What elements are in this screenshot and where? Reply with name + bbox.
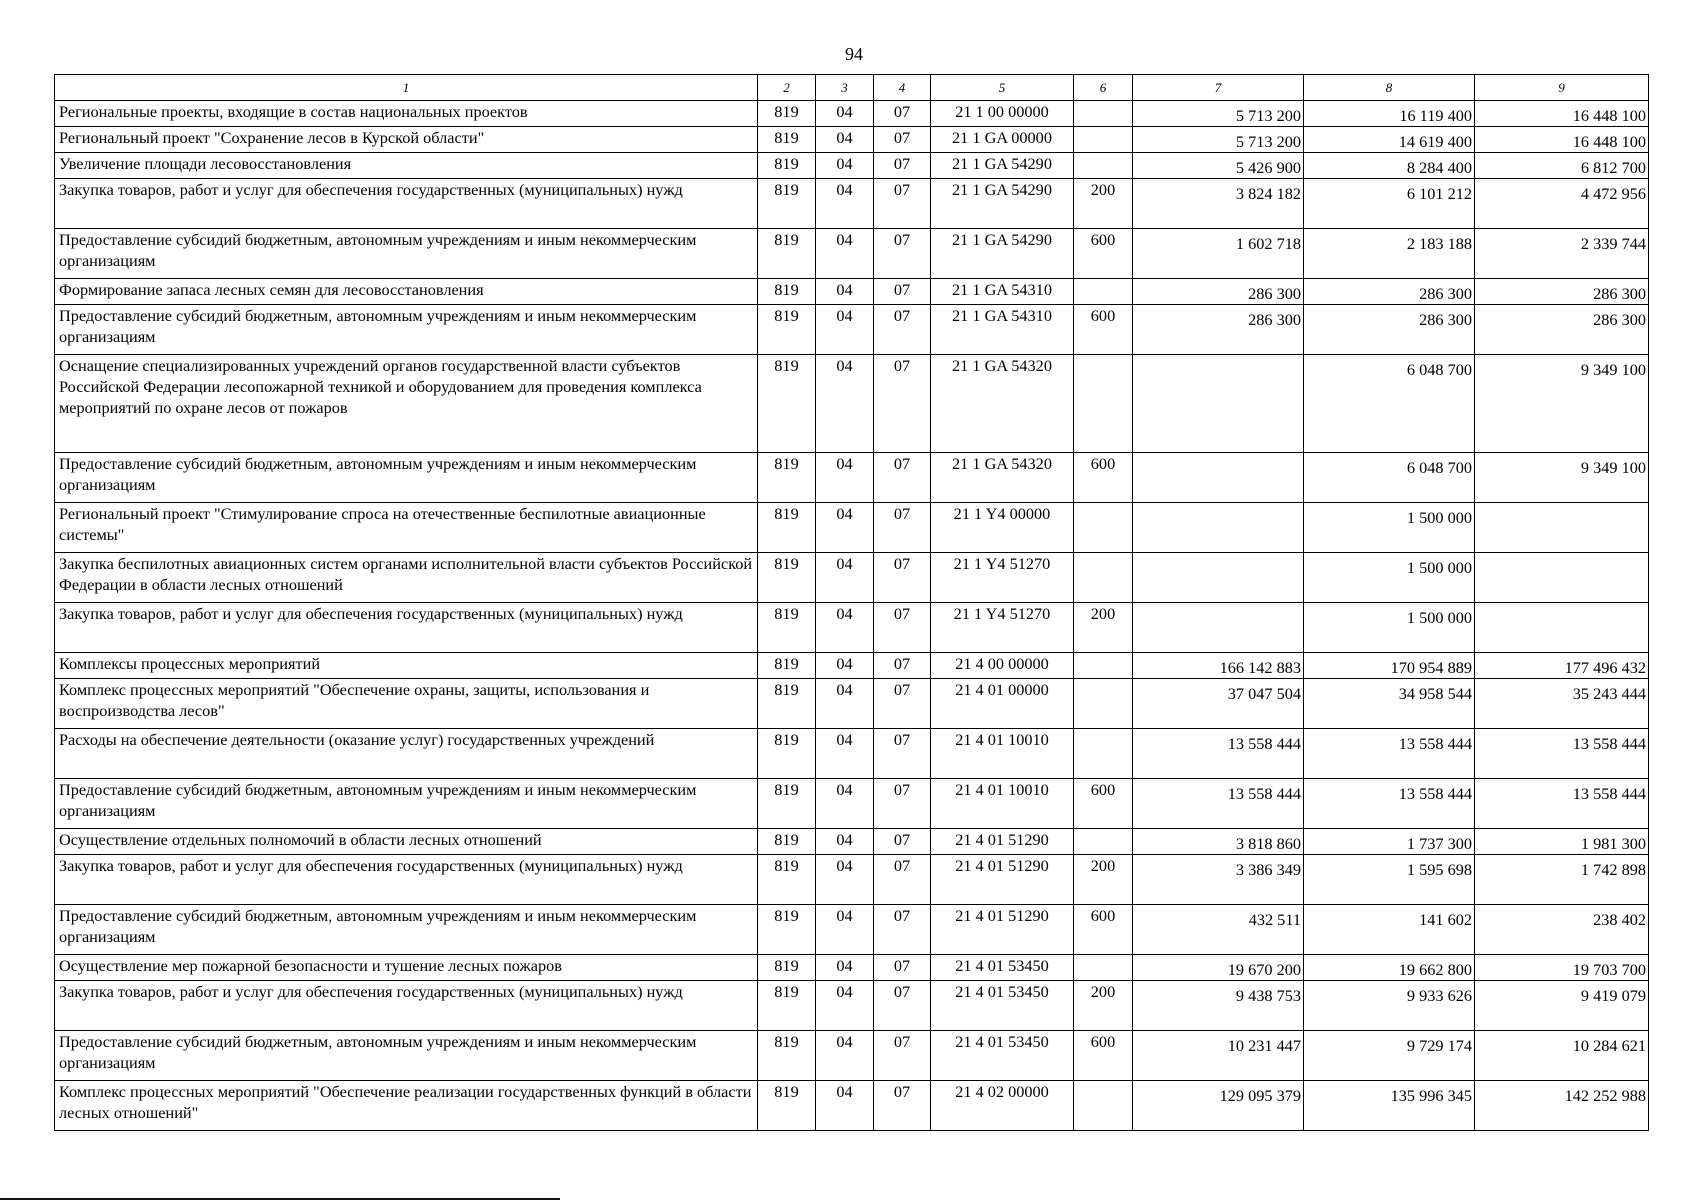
section-cell: 04 xyxy=(816,229,874,279)
table-row xyxy=(55,127,1649,153)
column-header: 9 xyxy=(1475,75,1649,101)
row-name-cell: Предоставление субсидий бюджетным, автономным учреждениям и иным некоммерческим организациям xyxy=(55,1031,758,1081)
amount-year3-cell xyxy=(1475,503,1649,553)
table-row xyxy=(55,179,1649,229)
expense-type-cell: 600 xyxy=(1074,229,1133,279)
amount-year1-cell: 3 386 349 xyxy=(1133,855,1304,905)
amount-year2-cell: 13 558 444 xyxy=(1304,779,1475,829)
table-row xyxy=(55,829,1649,855)
subsection-cell: 07 xyxy=(874,955,931,981)
admin-code-cell: 819 xyxy=(758,855,816,905)
table-row xyxy=(55,101,1649,127)
row-name-cell: Региональный проект "Сохранение лесов в Курской области" xyxy=(55,127,758,153)
row-name-cell: Региональный проект "Стимулирование спроса на отечественные беспилотные авиационные системы" xyxy=(55,503,758,553)
table-header xyxy=(55,75,1649,101)
amount-year1-cell xyxy=(1133,553,1304,603)
expense-type-cell: 600 xyxy=(1074,779,1133,829)
expense-type-cell xyxy=(1074,679,1133,729)
expense-type-cell: 600 xyxy=(1074,1031,1133,1081)
amount-year3-cell: 35 243 444 xyxy=(1475,679,1649,729)
amount-year2-cell: 9 729 174 xyxy=(1304,1031,1475,1081)
section-cell: 04 xyxy=(816,1031,874,1081)
target-article-cell: 21 1 Y4 00000 xyxy=(931,503,1074,553)
amount-year3-cell: 9 349 100 xyxy=(1475,453,1649,503)
section-cell: 04 xyxy=(816,127,874,153)
amount-year3-cell: 10 284 621 xyxy=(1475,1031,1649,1081)
section-cell: 04 xyxy=(816,779,874,829)
amount-year1-cell: 10 231 447 xyxy=(1133,1031,1304,1081)
amount-year3-cell: 286 300 xyxy=(1475,305,1649,355)
expense-type-cell xyxy=(1074,355,1133,453)
admin-code-cell: 819 xyxy=(758,729,816,779)
target-article-cell: 21 4 01 53450 xyxy=(931,1031,1074,1081)
amount-year2-cell: 14 619 400 xyxy=(1304,127,1475,153)
expense-type-cell xyxy=(1074,127,1133,153)
subsection-cell: 07 xyxy=(874,981,931,1031)
table-row xyxy=(55,1081,1649,1131)
row-name-cell: Региональные проекты, входящие в состав национальных проектов xyxy=(55,101,758,127)
target-article-cell: 21 4 01 51290 xyxy=(931,855,1074,905)
amount-year2-cell: 13 558 444 xyxy=(1304,729,1475,779)
expense-type-cell xyxy=(1074,153,1133,179)
admin-code-cell: 819 xyxy=(758,679,816,729)
amount-year1-cell: 19 670 200 xyxy=(1133,955,1304,981)
section-cell: 04 xyxy=(816,855,874,905)
amount-year1-cell: 13 558 444 xyxy=(1133,729,1304,779)
table-row xyxy=(55,679,1649,729)
table-row xyxy=(55,553,1649,603)
expense-type-cell xyxy=(1074,1081,1133,1131)
subsection-cell: 07 xyxy=(874,229,931,279)
target-article-cell: 21 1 GA 54290 xyxy=(931,229,1074,279)
subsection-cell: 07 xyxy=(874,127,931,153)
target-article-cell: 21 4 00 00000 xyxy=(931,653,1074,679)
admin-code-cell: 819 xyxy=(758,179,816,229)
amount-year1-cell: 286 300 xyxy=(1133,279,1304,305)
amount-year3-cell: 2 339 744 xyxy=(1475,229,1649,279)
subsection-cell: 07 xyxy=(874,829,931,855)
amount-year2-cell: 1 595 698 xyxy=(1304,855,1475,905)
subsection-cell: 07 xyxy=(874,355,931,453)
section-cell: 04 xyxy=(816,305,874,355)
column-header: 8 xyxy=(1304,75,1475,101)
admin-code-cell: 819 xyxy=(758,653,816,679)
amount-year2-cell: 141 602 xyxy=(1304,905,1475,955)
row-name-cell: Закупка товаров, работ и услуг для обеспечения государственных (муниципальных) нужд xyxy=(55,179,758,229)
column-header: 1 xyxy=(55,75,758,101)
table-row xyxy=(55,279,1649,305)
admin-code-cell: 819 xyxy=(758,355,816,453)
admin-code-cell: 819 xyxy=(758,101,816,127)
row-name-cell: Предоставление субсидий бюджетным, автономным учреждениям и иным некоммерческим организациям xyxy=(55,453,758,503)
row-name-cell: Формирование запаса лесных семян для лесовосстановления xyxy=(55,279,758,305)
expense-type-cell: 200 xyxy=(1074,603,1133,653)
row-name-cell: Предоставление субсидий бюджетным, автономным учреждениям и иным некоммерческим организациям xyxy=(55,779,758,829)
amount-year1-cell: 286 300 xyxy=(1133,305,1304,355)
row-name-cell: Предоставление субсидий бюджетным, автономным учреждениям и иным некоммерческим организациям xyxy=(55,305,758,355)
amount-year1-cell: 1 602 718 xyxy=(1133,229,1304,279)
target-article-cell: 21 4 01 53450 xyxy=(931,955,1074,981)
expense-type-cell xyxy=(1074,955,1133,981)
table-row xyxy=(55,981,1649,1031)
table-row xyxy=(55,779,1649,829)
row-name-cell: Предоставление субсидий бюджетным, автономным учреждениям и иным некоммерческим организациям xyxy=(55,905,758,955)
amount-year2-cell: 286 300 xyxy=(1304,279,1475,305)
amount-year2-cell: 6 048 700 xyxy=(1304,453,1475,503)
admin-code-cell: 819 xyxy=(758,503,816,553)
section-cell: 04 xyxy=(816,453,874,503)
row-name-cell: Расходы на обеспечение деятельности (оказание услуг) государственных учреждений xyxy=(55,729,758,779)
amount-year3-cell: 13 558 444 xyxy=(1475,779,1649,829)
row-name-cell: Комплекс процессных мероприятий "Обеспечение охраны, защиты, использования и воспроизводства лесов" xyxy=(55,679,758,729)
row-name-cell: Закупка товаров, работ и услуг для обеспечения государственных (муниципальных) нужд xyxy=(55,603,758,653)
subsection-cell: 07 xyxy=(874,101,931,127)
section-cell: 04 xyxy=(816,101,874,127)
section-cell: 04 xyxy=(816,603,874,653)
column-header: 5 xyxy=(931,75,1074,101)
amount-year1-cell xyxy=(1133,603,1304,653)
amount-year3-cell: 238 402 xyxy=(1475,905,1649,955)
amount-year2-cell: 135 996 345 xyxy=(1304,1081,1475,1131)
section-cell: 04 xyxy=(816,503,874,553)
section-cell: 04 xyxy=(816,955,874,981)
subsection-cell: 07 xyxy=(874,179,931,229)
amount-year3-cell: 142 252 988 xyxy=(1475,1081,1649,1131)
subsection-cell: 07 xyxy=(874,305,931,355)
admin-code-cell: 819 xyxy=(758,1031,816,1081)
amount-year3-cell: 19 703 700 xyxy=(1475,955,1649,981)
table-row xyxy=(55,603,1649,653)
expense-type-cell xyxy=(1074,653,1133,679)
amount-year1-cell: 166 142 883 xyxy=(1133,653,1304,679)
amount-year2-cell: 1 500 000 xyxy=(1304,503,1475,553)
expense-type-cell: 600 xyxy=(1074,305,1133,355)
table-row xyxy=(55,855,1649,905)
target-article-cell: 21 1 GA 54320 xyxy=(931,453,1074,503)
amount-year1-cell: 37 047 504 xyxy=(1133,679,1304,729)
target-article-cell: 21 1 00 00000 xyxy=(931,101,1074,127)
admin-code-cell: 819 xyxy=(758,127,816,153)
target-article-cell: 21 1 Y4 51270 xyxy=(931,553,1074,603)
admin-code-cell: 819 xyxy=(758,829,816,855)
table-row xyxy=(55,355,1649,453)
amount-year3-cell: 16 448 100 xyxy=(1475,101,1649,127)
admin-code-cell: 819 xyxy=(758,779,816,829)
expense-type-cell xyxy=(1074,101,1133,127)
amount-year3-cell: 6 812 700 xyxy=(1475,153,1649,179)
row-name-cell: Закупка беспилотных авиационных систем органами исполнительной власти субъектов Российской Федерации в области лесных отношений xyxy=(55,553,758,603)
row-name-cell: Комплексы процессных мероприятий xyxy=(55,653,758,679)
target-article-cell: 21 1 Y4 51270 xyxy=(931,603,1074,653)
section-cell: 04 xyxy=(816,179,874,229)
amount-year1-cell xyxy=(1133,503,1304,553)
page-number: 94 xyxy=(845,44,863,64)
amount-year1-cell xyxy=(1133,453,1304,503)
column-header: 3 xyxy=(816,75,874,101)
subsection-cell: 07 xyxy=(874,653,931,679)
subsection-cell: 07 xyxy=(874,779,931,829)
target-article-cell: 21 4 01 53450 xyxy=(931,981,1074,1031)
amount-year3-cell: 13 558 444 xyxy=(1475,729,1649,779)
table-row xyxy=(55,905,1649,955)
subsection-cell: 07 xyxy=(874,1031,931,1081)
amount-year2-cell: 16 119 400 xyxy=(1304,101,1475,127)
target-article-cell: 21 1 GA 54290 xyxy=(931,179,1074,229)
expense-type-cell xyxy=(1074,729,1133,779)
expense-type-cell xyxy=(1074,279,1133,305)
amount-year2-cell: 1 737 300 xyxy=(1304,829,1475,855)
expense-type-cell: 200 xyxy=(1074,179,1133,229)
amount-year3-cell xyxy=(1475,553,1649,603)
subsection-cell: 07 xyxy=(874,279,931,305)
row-name-cell: Увеличение площади лесовосстановления xyxy=(55,153,758,179)
amount-year3-cell: 1 742 898 xyxy=(1475,855,1649,905)
target-article-cell: 21 4 02 00000 xyxy=(931,1081,1074,1131)
amount-year2-cell: 6 101 212 xyxy=(1304,179,1475,229)
amount-year3-cell xyxy=(1475,603,1649,653)
column-header: 2 xyxy=(758,75,816,101)
admin-code-cell: 819 xyxy=(758,981,816,1031)
amount-year3-cell: 9 349 100 xyxy=(1475,355,1649,453)
subsection-cell: 07 xyxy=(874,603,931,653)
amount-year2-cell: 34 958 544 xyxy=(1304,679,1475,729)
column-header: 4 xyxy=(874,75,931,101)
target-article-cell: 21 4 01 51290 xyxy=(931,905,1074,955)
amount-year3-cell: 177 496 432 xyxy=(1475,653,1649,679)
amount-year1-cell: 9 438 753 xyxy=(1133,981,1304,1031)
amount-year2-cell: 6 048 700 xyxy=(1304,355,1475,453)
amount-year1-cell: 3 824 182 xyxy=(1133,179,1304,229)
target-article-cell: 21 1 GA 54310 xyxy=(931,279,1074,305)
table-row xyxy=(55,153,1649,179)
amount-year1-cell: 5 426 900 xyxy=(1133,153,1304,179)
admin-code-cell: 819 xyxy=(758,553,816,603)
section-cell: 04 xyxy=(816,729,874,779)
amount-year2-cell: 9 933 626 xyxy=(1304,981,1475,1031)
amount-year1-cell: 129 095 379 xyxy=(1133,1081,1304,1131)
expense-type-cell: 200 xyxy=(1074,855,1133,905)
subsection-cell: 07 xyxy=(874,729,931,779)
amount-year2-cell: 286 300 xyxy=(1304,305,1475,355)
row-name-cell: Закупка товаров, работ и услуг для обеспечения государственных (муниципальных) нужд xyxy=(55,855,758,905)
admin-code-cell: 819 xyxy=(758,1081,816,1131)
table-row xyxy=(55,653,1649,679)
table-row xyxy=(55,955,1649,981)
amount-year1-cell: 5 713 200 xyxy=(1133,101,1304,127)
target-article-cell: 21 1 GA 54320 xyxy=(931,355,1074,453)
amount-year2-cell: 170 954 889 xyxy=(1304,653,1475,679)
expense-type-cell: 600 xyxy=(1074,905,1133,955)
amount-year3-cell: 9 419 079 xyxy=(1475,981,1649,1031)
amount-year2-cell: 1 500 000 xyxy=(1304,553,1475,603)
section-cell: 04 xyxy=(816,981,874,1031)
expense-type-cell xyxy=(1074,829,1133,855)
amount-year3-cell: 1 981 300 xyxy=(1475,829,1649,855)
target-article-cell: 21 1 GA 00000 xyxy=(931,127,1074,153)
row-name-cell: Оснащение специализированных учреждений органов государственной власти субъектов Российской Федерации лесопожарной техникой и оборудованием для проведения комплекса мероприятий по охране лесов от пожаров xyxy=(55,355,758,453)
subsection-cell: 07 xyxy=(874,553,931,603)
column-header: 6 xyxy=(1074,75,1133,101)
amount-year2-cell: 2 183 188 xyxy=(1304,229,1475,279)
row-name-cell: Комплекс процессных мероприятий "Обеспечение реализации государственных функций в области лесных отношений" xyxy=(55,1081,758,1131)
amount-year3-cell: 16 448 100 xyxy=(1475,127,1649,153)
row-name-cell: Предоставление субсидий бюджетным, автономным учреждениям и иным некоммерческим организациям xyxy=(55,229,758,279)
admin-code-cell: 819 xyxy=(758,453,816,503)
section-cell: 04 xyxy=(816,279,874,305)
table-row xyxy=(55,305,1649,355)
admin-code-cell: 819 xyxy=(758,279,816,305)
expense-type-cell xyxy=(1074,503,1133,553)
row-name-cell: Осуществление отдельных полномочий в области лесных отношений xyxy=(55,829,758,855)
subsection-cell: 07 xyxy=(874,905,931,955)
subsection-cell: 07 xyxy=(874,1081,931,1131)
subsection-cell: 07 xyxy=(874,503,931,553)
admin-code-cell: 819 xyxy=(758,229,816,279)
row-name-cell: Осуществление мер пожарной безопасности и тушение лесных пожаров xyxy=(55,955,758,981)
column-number-row xyxy=(55,75,1649,101)
table-row xyxy=(55,453,1649,503)
amount-year3-cell: 4 472 956 xyxy=(1475,179,1649,229)
section-cell: 04 xyxy=(816,553,874,603)
section-cell: 04 xyxy=(816,829,874,855)
target-article-cell: 21 1 GA 54290 xyxy=(931,153,1074,179)
expense-type-cell: 200 xyxy=(1074,981,1133,1031)
section-cell: 04 xyxy=(816,355,874,453)
expense-type-cell: 600 xyxy=(1074,453,1133,503)
subsection-cell: 07 xyxy=(874,679,931,729)
target-article-cell: 21 1 GA 54310 xyxy=(931,305,1074,355)
amount-year1-cell xyxy=(1133,355,1304,453)
expense-type-cell xyxy=(1074,553,1133,603)
column-header: 7 xyxy=(1133,75,1304,101)
target-article-cell: 21 4 01 10010 xyxy=(931,729,1074,779)
amount-year3-cell: 286 300 xyxy=(1475,279,1649,305)
amount-year1-cell: 5 713 200 xyxy=(1133,127,1304,153)
section-cell: 04 xyxy=(816,679,874,729)
section-cell: 04 xyxy=(816,1081,874,1131)
budget-table xyxy=(54,74,1649,1131)
admin-code-cell: 819 xyxy=(758,955,816,981)
target-article-cell: 21 4 01 10010 xyxy=(931,779,1074,829)
section-cell: 04 xyxy=(816,153,874,179)
amount-year2-cell: 8 284 400 xyxy=(1304,153,1475,179)
amount-year1-cell: 432 511 xyxy=(1133,905,1304,955)
subsection-cell: 07 xyxy=(874,153,931,179)
admin-code-cell: 819 xyxy=(758,905,816,955)
table-row xyxy=(55,1031,1649,1081)
row-name-cell: Закупка товаров, работ и услуг для обеспечения государственных (муниципальных) нужд xyxy=(55,981,758,1031)
amount-year1-cell: 13 558 444 xyxy=(1133,779,1304,829)
table-body xyxy=(55,101,1649,1131)
amount-year1-cell: 3 818 860 xyxy=(1133,829,1304,855)
table-row xyxy=(55,503,1649,553)
admin-code-cell: 819 xyxy=(758,603,816,653)
subsection-cell: 07 xyxy=(874,453,931,503)
table-row xyxy=(55,229,1649,279)
target-article-cell: 21 4 01 00000 xyxy=(931,679,1074,729)
amount-year2-cell: 1 500 000 xyxy=(1304,603,1475,653)
table-row xyxy=(55,729,1649,779)
section-cell: 04 xyxy=(816,905,874,955)
amount-year2-cell: 19 662 800 xyxy=(1304,955,1475,981)
subsection-cell: 07 xyxy=(874,855,931,905)
target-article-cell: 21 4 01 51290 xyxy=(931,829,1074,855)
section-cell: 04 xyxy=(816,653,874,679)
admin-code-cell: 819 xyxy=(758,305,816,355)
admin-code-cell: 819 xyxy=(758,153,816,179)
